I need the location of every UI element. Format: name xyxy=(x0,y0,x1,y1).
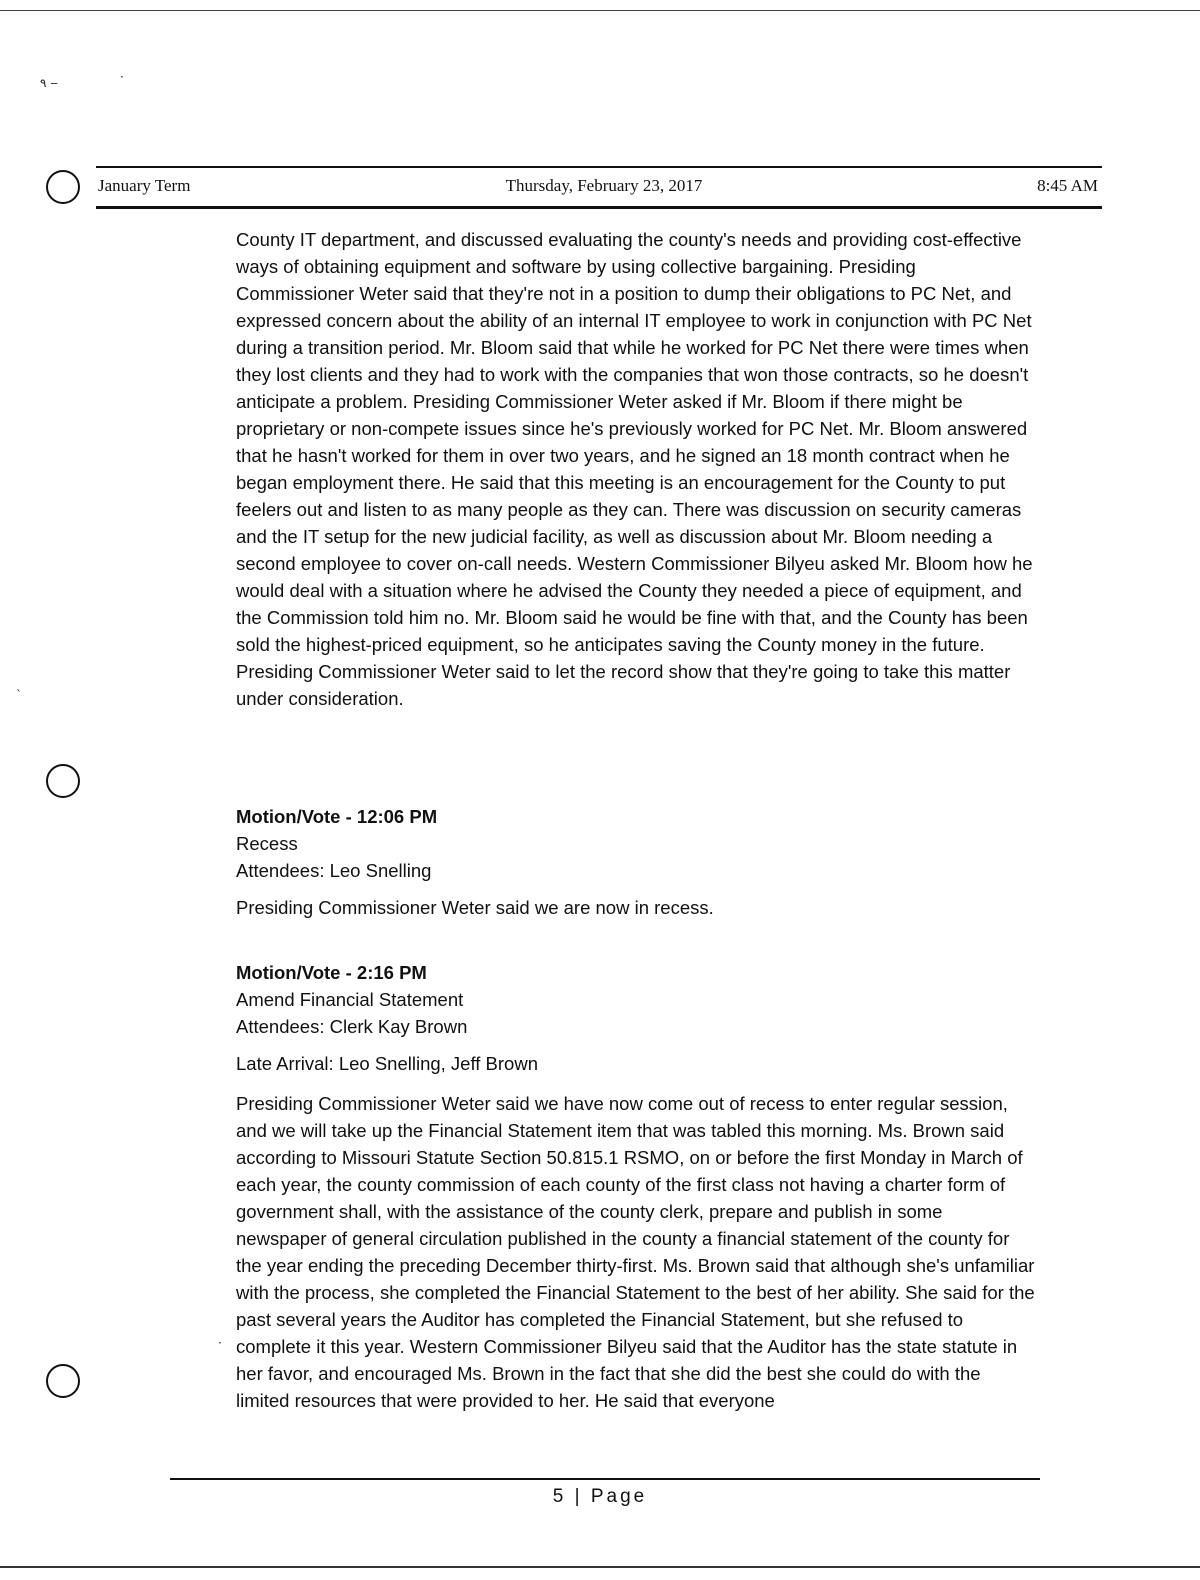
motion-recess xyxy=(236,803,1036,921)
footer-rule xyxy=(170,1478,1040,1480)
header-date: Thursday, February 23, 2017 xyxy=(505,176,703,195)
motion-text: Presiding Commissioner Weter said we have now come out of recess to enter regular session, and we will take up the Financial Statement item that was tabled this morning. Ms. Brown said according to Missouri Statute Section 50.815.1 RSMO, on or before the first Monday in March of each year, the county commission of each county of the first class not having a charter form of government shall, with the assistance of the county clerk, prepare and publish in some newspaper of general circulation published in the county a financial statement of the county for the year ending the preceding December thirty-first. Ms. Brown said that although she's unfamiliar with the process, she completed the Financial Statement to the best of her ability. She said for the past several years the Auditor has completed the Financial Statement, but she refused to complete it this year. Western Commissioner Bilyeu said that the Auditor has the state statute in her favor, and encouraged Ms. Brown in the fact that she did the best she could do with the limited resources that were provided to her. He said that everyone xyxy=(236,1093,1035,1411)
paragraph-text: County IT department, and discussed evaluating the county's needs and providing cost-effective ways of obtaining equipment and software by using collective bargaining. Presiding Commissioner Weter said that they're not in a position to dump their obligations to PC Net, and expressed concern about the ability of an internal IT employee to work in conjunction with PC Net during a transition period. Mr. Bloom said that while he worked for PC Net there were times when they lost clients and they had to work with the companies that won those contracts, so he doesn't anticipate a problem. Presiding Commissioner Weter asked if Mr. Bloom if there might be proprietary or non-compete issues since he's previously worked for PC Net. Mr. Bloom answered that he hasn't worked for them in over two years, and he signed an 18 month contract when he began employment there. He said that this meeting is an encouragement for the County to put feelers out and listen to as many people as they can. There was discussion on security cameras and the IT setup for the new judicial facility, as well as discussion about Mr. Bloom needing a second employee to cover on-call needs. Western Commissioner Bilyeu asked Mr. Bloom how he would deal with a situation where he advised the County they needed a piece of equipment, and the Commission told him no. Mr. Bloom said he would be fine with that, and the County has been sold the highest-priced equipment, so he anticipates saving the County money in the future. Presiding Commissioner Weter said to let the record show that they're going to take this matter under consideration. xyxy=(236,229,1033,709)
motion-attendees: Attendees: Leo Snelling xyxy=(236,860,432,881)
motion-late-arrival: Late Arrival: Leo Snelling, Jeff Brown xyxy=(236,1053,538,1074)
motion-heading: Motion/Vote - 2:16 PM xyxy=(236,962,427,983)
scan-speck: · xyxy=(120,70,124,84)
header-time: 8:45 AM xyxy=(1037,176,1098,195)
page-number: 5 | Page xyxy=(552,1486,648,1507)
header-rule-bottom xyxy=(96,206,1102,209)
header-rule-top xyxy=(96,166,1102,168)
minutes-continued-paragraph xyxy=(236,226,1036,712)
punch-hole-icon xyxy=(46,764,80,798)
scan-edge-top xyxy=(0,10,1200,11)
motion-amend-text-block xyxy=(236,1090,1036,1414)
motion-subject: Recess xyxy=(236,833,298,854)
motion-text: Presiding Commissioner Weter said we are now in recess. xyxy=(236,897,714,918)
scan-edge-bottom xyxy=(0,1566,1200,1568)
motion-subject: Amend Financial Statement xyxy=(236,989,464,1010)
punch-hole-icon xyxy=(46,1364,80,1398)
scan-speck: ` xyxy=(16,688,22,702)
motion-amend-financial-statement xyxy=(236,959,1036,1077)
scan-speck: · xyxy=(218,1336,222,1350)
scan-speck: ٩ ‒ xyxy=(40,76,58,90)
header-term: January Term xyxy=(98,176,191,195)
motion-attendees: Attendees: Clerk Kay Brown xyxy=(236,1016,468,1037)
motion-heading: Motion/Vote - 12:06 PM xyxy=(236,806,438,827)
